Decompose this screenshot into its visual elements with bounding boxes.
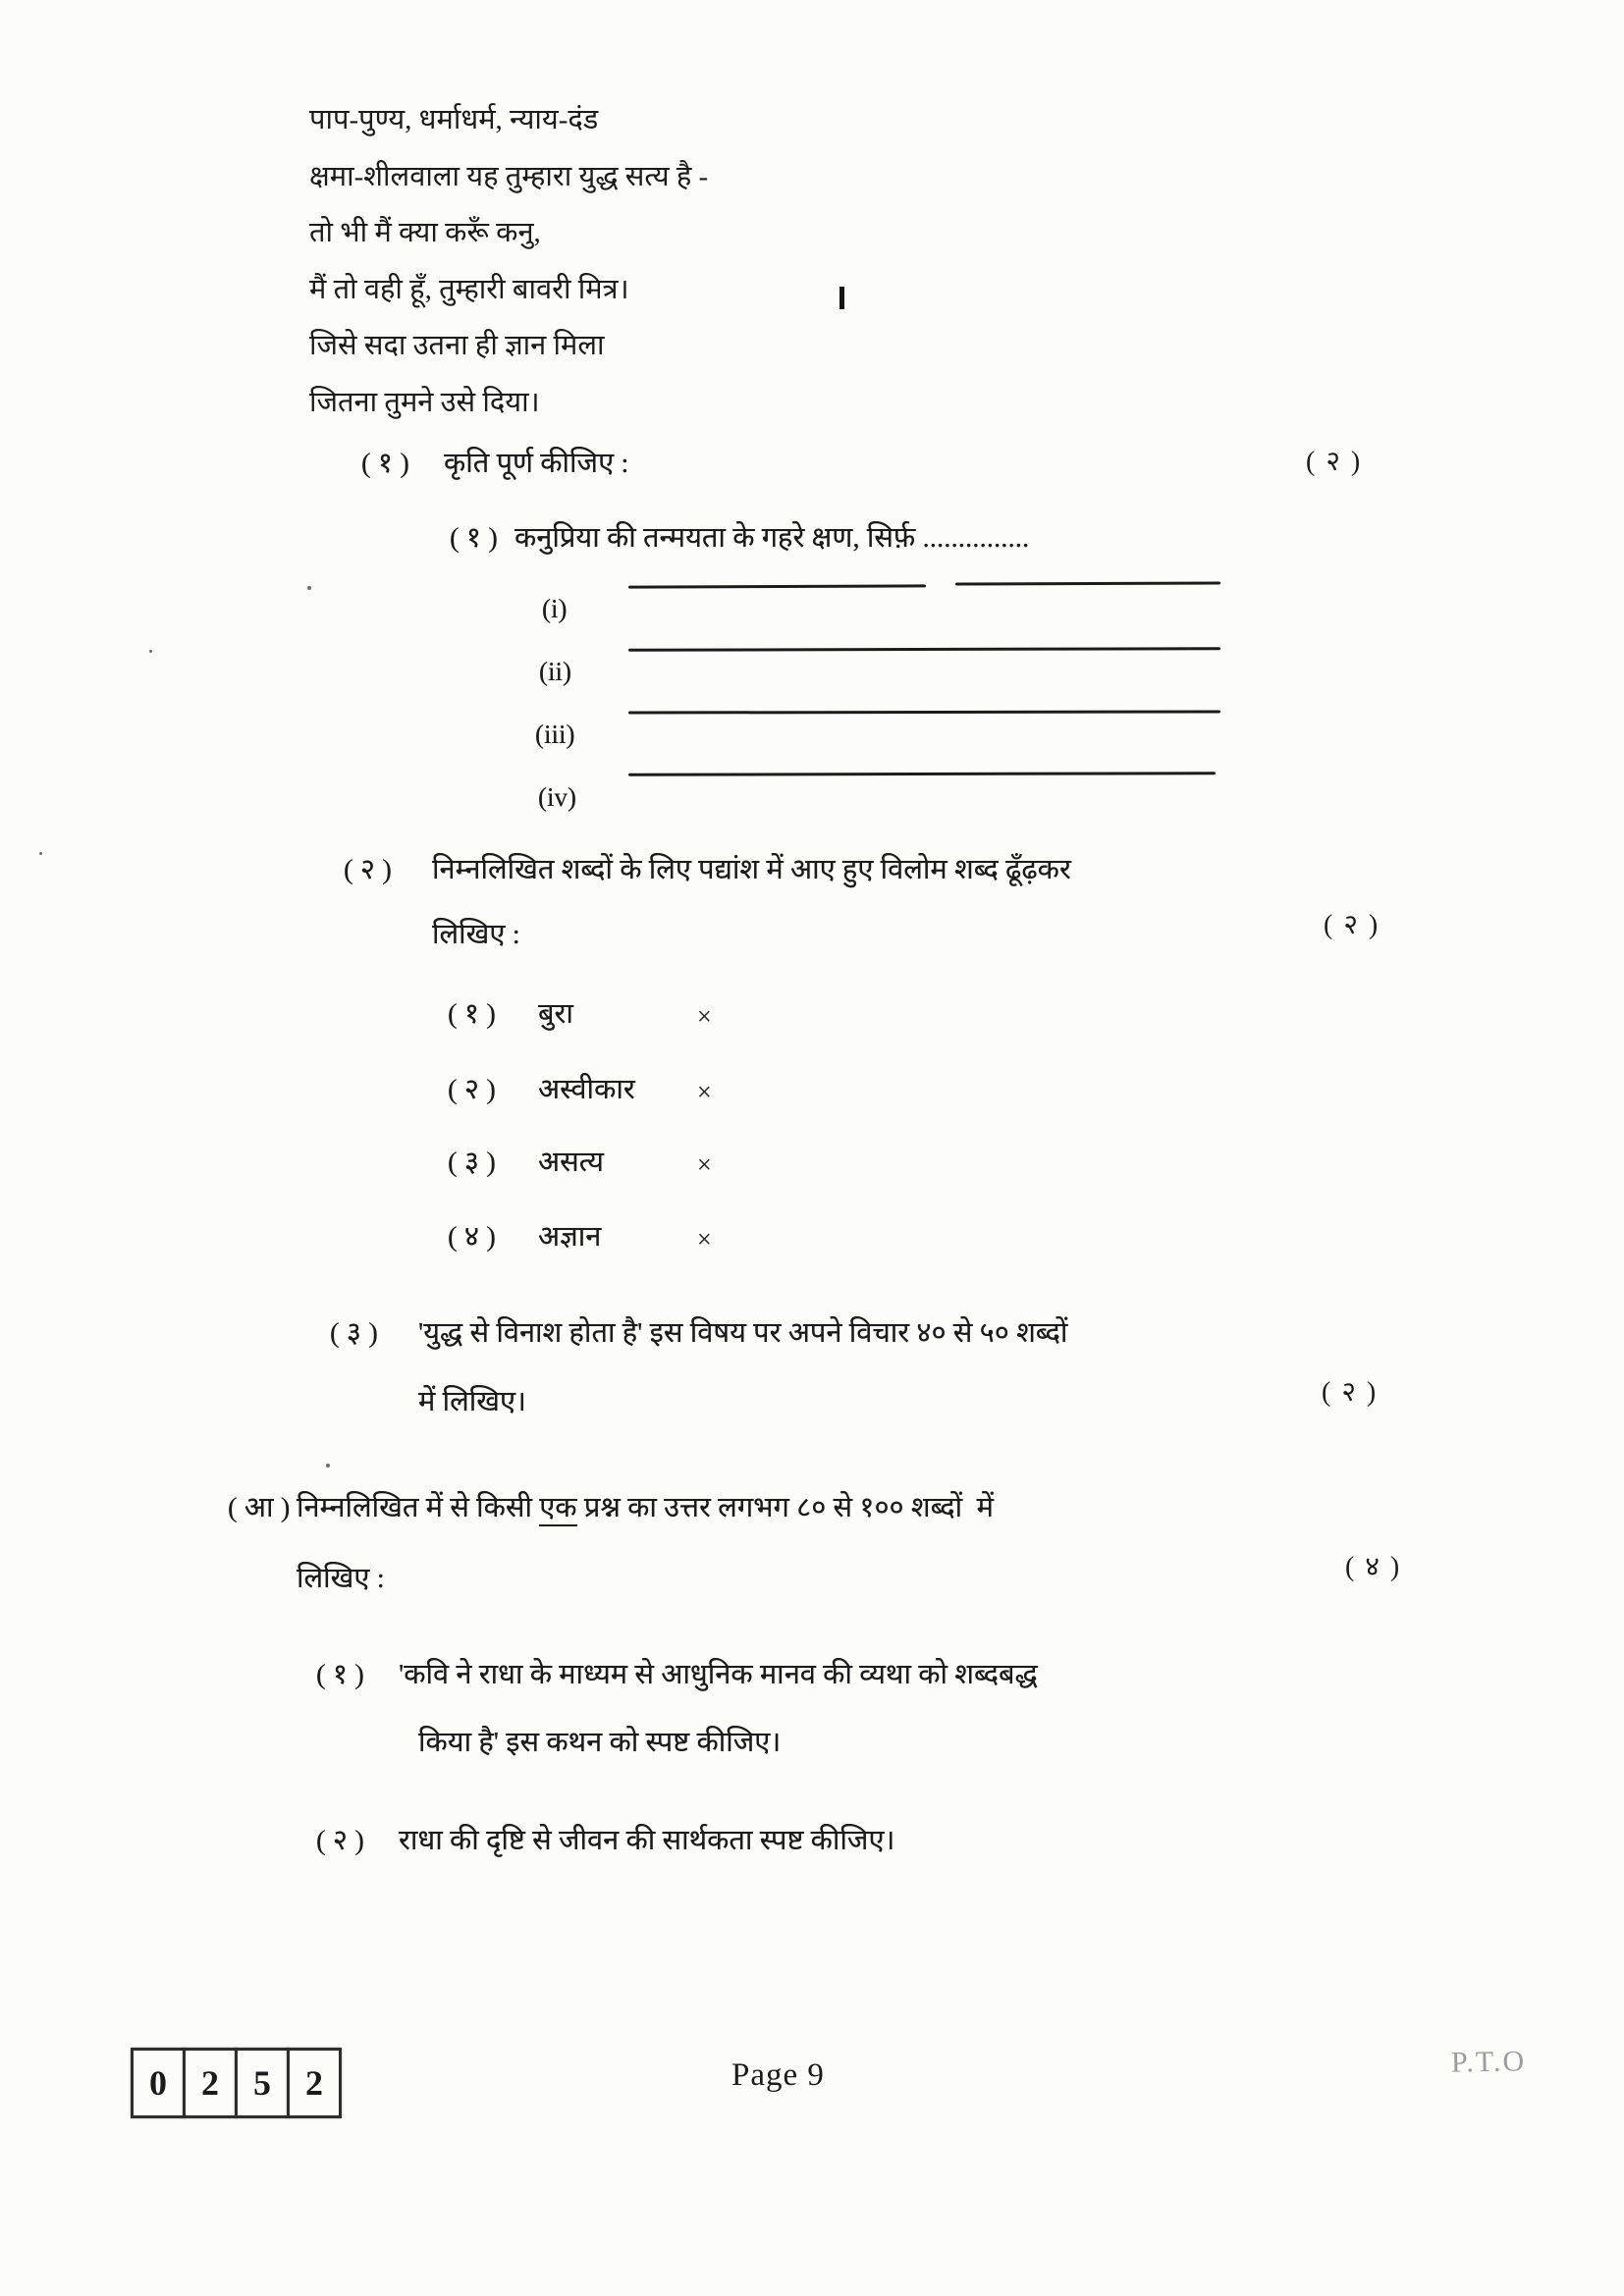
pto-stamp: P.T.O — [1450, 2045, 1527, 2079]
page-number-label: Page 9 — [731, 2057, 825, 2093]
blank-label-i: (i) — [542, 594, 568, 623]
scan-speck — [39, 852, 42, 855]
antonym-item-number: ( ३ ) — [448, 1147, 496, 1178]
q1-marks: ( २ ) — [1306, 447, 1363, 477]
poem-line: जितना तुमने उसे दिया। — [309, 386, 540, 418]
poem-line: जिसे सदा उतना ही ज्ञान मिला — [309, 330, 605, 361]
q2-line1: निम्नलिखित शब्दों के लिए पद्यांश में आए हुए विलोम शब्द ढूँढ़कर — [432, 854, 1071, 885]
aa-sub1-line2: किया है' इस कथन को स्पष्ट कीजिए। — [418, 1727, 782, 1758]
q1-sub-text: कनुप्रिया की तन्मयता के गहरे क्षण, सिर्फ़ ............... — [514, 522, 1030, 554]
blank-label-iv: (iv) — [538, 782, 576, 812]
antonym-item-number: ( १ ) — [448, 998, 496, 1030]
answer-line — [628, 710, 1220, 714]
underlined-word: एक — [539, 1492, 576, 1526]
aa-sub2-text: राधा की दृष्टि से जीवन की सार्थकता स्पष्ट कीजिए। — [399, 1825, 895, 1856]
section-aa-line2: लिखिए : — [297, 1563, 385, 1594]
poem-excerpt — [309, 92, 708, 431]
blank-label-ii: (ii) — [539, 657, 571, 686]
answer-line — [628, 584, 926, 588]
code-digit-box: 0 — [131, 2048, 186, 2118]
aa-sub1-number: ( १ ) — [316, 1659, 364, 1690]
antonym-item-number: ( ४ ) — [448, 1221, 496, 1253]
aa-sub1-line1: 'कवि ने राधा के माध्यम से आधुनिक मानव की व्यथा को शब्दबद्ध — [399, 1659, 1038, 1690]
code-digit-box: 5 — [235, 2048, 290, 2118]
q3-line2: में लिखिए। — [418, 1386, 527, 1417]
section-aa-line1 — [297, 1488, 994, 1527]
paper-code-boxes — [131, 2048, 342, 2118]
multiplication-sign: × — [697, 1078, 712, 1106]
section-aa-marks: ( ४ ) — [1345, 1552, 1402, 1582]
scan-speck — [326, 1464, 330, 1468]
blank-label-iii: (iii) — [535, 720, 575, 749]
multiplication-sign: × — [697, 1225, 712, 1254]
aa-sub2-number: ( २ ) — [316, 1825, 364, 1856]
scan-speck — [149, 650, 152, 653]
section-aa-line1-before: निम्नलिखित में से किसी — [297, 1492, 540, 1523]
code-digit-box: 2 — [183, 2048, 238, 2118]
q2-marks: ( २ ) — [1324, 910, 1380, 940]
antonym-item-number: ( २ ) — [448, 1074, 496, 1105]
q3-line1: 'युद्ध से विनाश होता है' इस विषय पर अपने विचार ४० से ५० शब्दों — [418, 1317, 1068, 1349]
section-aa-line1-after: प्रश्न का उत्तर लगभग ८० से १०० शब्दों में — [576, 1492, 994, 1523]
poem-line: क्षमा-शीलवाला यह तुम्हारा युद्ध सत्य है - — [309, 160, 709, 192]
scan-speck — [307, 586, 311, 590]
ink-smudge-artifact — [839, 287, 844, 309]
q3-marks: ( २ ) — [1322, 1377, 1379, 1408]
answer-line — [628, 772, 1216, 776]
antonym-item-word: अस्वीकार — [538, 1074, 635, 1105]
section-aa-number: ( आ ) — [228, 1492, 291, 1523]
multiplication-sign: × — [697, 1150, 712, 1179]
poem-line: मैं तो वही हूँ, तुम्हारी बावरी मित्र। — [309, 273, 629, 305]
answer-line — [955, 582, 1220, 586]
antonym-item-word: बुरा — [538, 998, 573, 1030]
q3-number: ( ३ ) — [330, 1317, 378, 1349]
q1-sub-number: ( १ ) — [450, 522, 498, 554]
q2-number: ( २ ) — [344, 854, 392, 885]
multiplication-sign: × — [697, 1002, 712, 1031]
code-digit-box: 2 — [287, 2048, 342, 2118]
poem-line: तो भी मैं क्या करूँ कनु, — [309, 217, 541, 248]
q1-number: ( १ ) — [361, 448, 409, 479]
q2-line2: लिखिए : — [432, 919, 520, 950]
answer-line — [628, 647, 1220, 652]
antonym-item-word: असत्य — [538, 1147, 604, 1178]
antonym-item-word: अज्ञान — [538, 1221, 602, 1253]
poem-line: पाप-पुण्य, धर्माधर्म, न्याय-दंड — [309, 104, 599, 135]
q1-title: कृति पूर्ण कीजिए : — [444, 448, 629, 479]
